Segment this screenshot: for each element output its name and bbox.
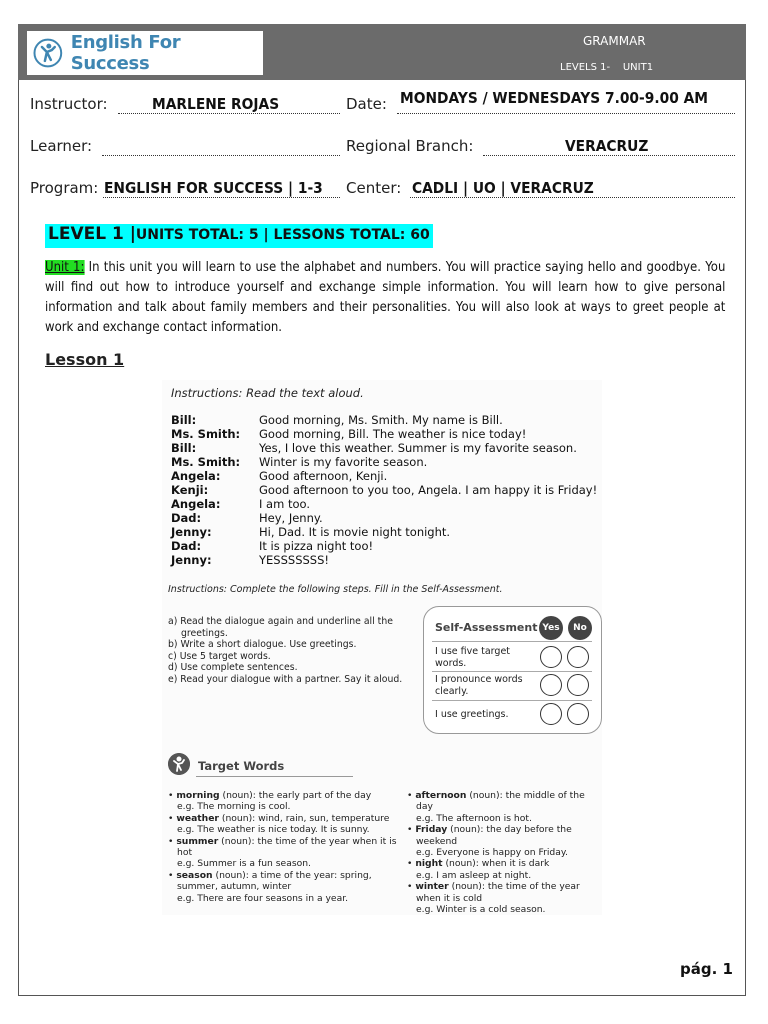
instructor-label: Instructor: [30, 95, 108, 113]
target-word-example: e.g. The afternoon is hot. [416, 812, 532, 824]
target-word-def: (noun): when it is dark [442, 858, 550, 870]
dialogue [171, 413, 597, 567]
brand-logo [27, 31, 263, 75]
date-label: Date: [346, 95, 387, 113]
center-dotted-line [410, 197, 735, 198]
target-word-term: morning [176, 790, 220, 801]
learner-dotted-line [102, 155, 340, 156]
self-assessment-item: I pronounce words clearly. [435, 674, 523, 697]
branch-value: VERACRUZ [565, 137, 649, 155]
target-word-def: (noun): the time of the year when it is [218, 835, 397, 847]
step-item-continued: greetings. [181, 627, 228, 639]
dialogue-text: Good afternoon, Kenji. [259, 469, 388, 483]
brand-logo-icon [33, 38, 63, 68]
dialogue-line [171, 413, 597, 427]
dialogue-speaker: Bill: [171, 441, 197, 455]
target-word-def: (noun): a time of the year: spring, [212, 869, 372, 881]
dialogue-text: Winter is my favorite season. [259, 455, 428, 469]
unit-text: UNIT1 [622, 62, 654, 73]
target-word-def-continued: weekend [416, 835, 458, 847]
target-word-def: (noun): the time of the year [448, 881, 580, 893]
dialogue-line [171, 483, 597, 497]
dialogue-text: Yes, I love this weather. Summer is my favorite season. [259, 441, 577, 455]
target-word-def: (noun): wind, rain, sun, temperature [218, 812, 390, 824]
target-word-term: afternoon [415, 790, 467, 801]
dialogue-line [171, 497, 597, 511]
program-value: ENGLISH FOR SUCCESS | 1-3 [104, 179, 323, 197]
self-assessment-item: I use greetings. [435, 709, 509, 720]
center-label: Center: [346, 179, 402, 197]
target-word-def: (noun): the day before the [447, 824, 572, 836]
target-words-right [407, 790, 597, 915]
target-word-def-continued: hot [177, 847, 193, 859]
dialogue-line [171, 553, 597, 567]
subject-label: GRAMMAR [583, 34, 646, 48]
no-checkbox[interactable] [567, 674, 589, 696]
steps-instructions: Instructions: Complete the following steps. Fill in the Self-Assessment. [168, 584, 503, 595]
yes-checkbox[interactable] [540, 703, 562, 725]
self-assessment-item: I use five target words. [435, 646, 511, 669]
dialogue-text: Good morning, Ms. Smith. My name is Bill. [259, 413, 503, 427]
target-word-entry: • morning (noun): the early part of the day [168, 790, 372, 801]
dialogue-line [171, 511, 597, 525]
dialogue-text: Hey, Jenny. [259, 511, 323, 525]
unit-text: In this unit you will learn to use the alphabet and numbers. You will practice saying hello and goodbye. You will find out how to introduce yourself and exchange simple information. You will learn how to give personal information and talk about family members and their personalities. You will also look at ways to greet people at work and exchange contact information. [45, 260, 726, 335]
target-word-entry: • weather (noun): wind, rain, sun, temperature [168, 812, 390, 824]
target-word-example: e.g. The morning is cool. [177, 801, 291, 813]
dialogue-line [171, 525, 597, 539]
program-label: Program: [30, 179, 99, 197]
instructor-value: MARLENE ROJAS [152, 95, 280, 113]
target-word-def: (noun): the middle of the [466, 790, 585, 801]
dialogue-line [171, 469, 597, 483]
target-words-left [168, 790, 403, 904]
dialogue-text: Hi, Dad. It is movie night tonight. [259, 525, 451, 539]
unit-tag: Unit 1: [45, 260, 85, 275]
dialogue-speaker: Angela: [171, 469, 221, 483]
unit-description [45, 258, 725, 338]
target-word-term: season [176, 869, 213, 881]
instructor-dotted-line [118, 113, 340, 114]
step-item: d) Use complete sentences. [168, 662, 298, 673]
level-totals: UNITS TOTAL: 5 | LESSONS TOTAL: 60 [135, 227, 430, 243]
target-word-entry: • winter (noun): the time of the year [407, 881, 580, 893]
dialogue-text: It is pizza night too! [259, 539, 374, 553]
date-dotted-line [397, 113, 735, 114]
dialogue-text: I am too. [259, 497, 310, 511]
level-banner [45, 224, 433, 248]
learner-label: Learner: [30, 137, 93, 155]
dialogue-speaker: Dad: [171, 539, 202, 553]
target-word-example: e.g. The weather is nice today. It is sunny. [177, 824, 370, 836]
dialogue-speaker: Dad: [171, 511, 202, 525]
target-word-example: e.g. Everyone is happy on Friday. [416, 847, 568, 859]
target-word-example: e.g. Winter is a cold season. [416, 904, 546, 916]
target-word-entry: • night (noun): when it is dark [407, 858, 550, 870]
self-assessment-divider [432, 700, 592, 701]
target-words-icon [168, 753, 190, 775]
target-word-entry: • summer (noun): the time of the year when it is [168, 835, 397, 847]
level-unit-label [560, 62, 653, 73]
dialogue-text: Good morning, Bill. The weather is nice today! [259, 427, 527, 441]
level-main: LEVEL 1 | [48, 224, 136, 244]
step-item: a) Read the dialogue again and underline all the [168, 616, 393, 627]
target-word-example: e.g. I am asleep at night. [416, 869, 532, 881]
target-word-term: winter [415, 881, 449, 893]
dialogue-text: Good afternoon to you too, Angela. I am happy it is Friday! [259, 483, 598, 497]
target-word-entry: • season (noun): a time of the year: spring, [168, 869, 372, 881]
program-dotted-line [103, 197, 340, 198]
no-checkbox[interactable] [567, 646, 589, 668]
target-word-entry: • afternoon (noun): the middle of the [407, 790, 585, 801]
yes-badge: Yes [539, 616, 563, 640]
no-checkbox[interactable] [567, 703, 589, 725]
target-word-entry: • Friday (noun): the day before the [407, 824, 572, 836]
lesson-title: Lesson 1 [45, 350, 125, 369]
self-assessment-divider [432, 641, 592, 642]
target-word-term: weather [176, 812, 219, 824]
page-number: pág. 1 [680, 960, 733, 978]
dialogue-line [171, 427, 597, 441]
dialogue-speaker: Kenji: [171, 483, 209, 497]
branch-label: Regional Branch: [346, 137, 474, 155]
brand-name: English For Success [70, 32, 181, 74]
dialogue-instructions: Instructions: Read the text aloud. [171, 386, 364, 400]
self-assessment-divider [432, 671, 592, 672]
step-item: c) Use 5 target words. [168, 650, 271, 662]
target-word-term: Friday [415, 824, 448, 836]
branch-dotted-line [483, 155, 735, 156]
target-word-def: (noun): the early part of the day [219, 790, 372, 801]
dialogue-speaker: Jenny: [171, 525, 212, 539]
dialogue-line [171, 539, 597, 553]
date-value: MONDAYS / WEDNESDAYS 7.00-9.00 AM [400, 89, 709, 107]
steps-list [168, 616, 420, 685]
dialogue-speaker: Bill: [171, 413, 197, 427]
target-word-term: night [415, 858, 443, 870]
dialogue-line [171, 455, 597, 469]
target-word-term: summer [176, 835, 219, 847]
dialogue-speaker: Jenny: [171, 553, 212, 567]
dialogue-speaker: Ms. Smith: [171, 455, 241, 469]
dialogue-speaker: Angela: [171, 497, 221, 511]
target-words-divider [196, 776, 353, 777]
self-assessment-title: Self-Assessment [435, 621, 538, 634]
target-word-def-continued: day [416, 801, 433, 813]
yes-checkbox[interactable] [540, 674, 562, 696]
target-word-example: e.g. Summer is a fun season. [177, 858, 311, 870]
target-word-def-continued: when it is cold [416, 892, 483, 904]
target-word-example: e.g. There are four seasons in a year. [177, 892, 349, 904]
levels-text: LEVELS 1- [560, 62, 611, 73]
target-word-def-continued: summer, autumn, winter [177, 881, 292, 893]
center-value: CADLI | UO | VERACRUZ [412, 179, 594, 197]
step-item: b) Write a short dialogue. Use greetings. [168, 639, 357, 650]
dialogue-speaker: Ms. Smith: [171, 427, 241, 441]
step-item: e) Read your dialogue with a partner. Say it aloud. [168, 673, 403, 685]
target-words-title: Target Words [198, 759, 285, 773]
dialogue-text: YESSSSSSS! [259, 553, 329, 567]
yes-checkbox[interactable] [540, 646, 562, 668]
dialogue-line [171, 441, 597, 455]
no-badge: No [568, 616, 592, 640]
